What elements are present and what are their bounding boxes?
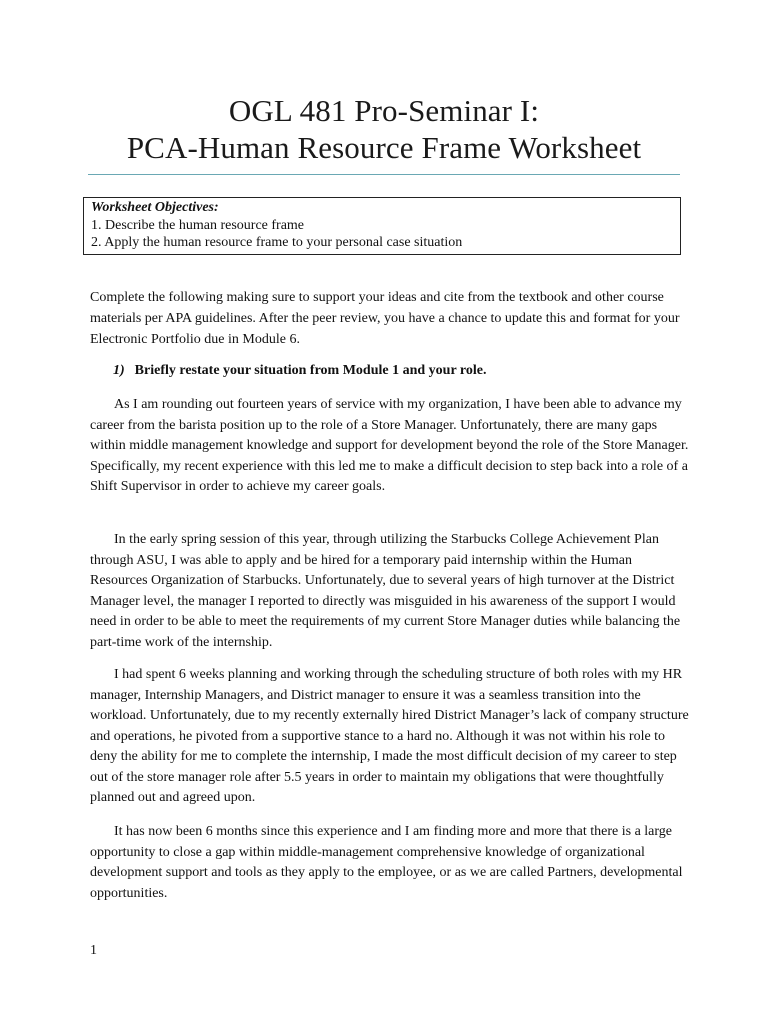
document-title bbox=[0, 92, 768, 166]
objectives-box bbox=[83, 197, 681, 255]
body-paragraph: It has now been 6 months since this experience and I am finding more and more that there is a large opportunity to close a gap within middle-management comprehensive knowledge of organizational development support and tools as they apply to the employee, or as we are called Partners, developmental opportunities. bbox=[90, 824, 683, 901]
question-text: Briefly restate your situation from Module 1 and your role. bbox=[134, 363, 487, 378]
question-number: 1) bbox=[113, 363, 125, 378]
body-paragraph: In the early spring session of this year, through utilizing the Starbucks College Achievement Plan through ASU, I was able to apply and be hired for a temporary paid internship within the Human Resources Organization of Starbucks. Unfortunately, due to several years of high turnover at the District Manager level, the manager I reported to directly was misguided in his awareness of the support I would need in order to be able to meet the requirements of my current Store Manager duties while balancing the part-time work of the internship. bbox=[90, 532, 681, 650]
body-paragraph: I had spent 6 weeks planning and working through the scheduling structure of both roles with my HR manager, Internship Managers, and District manager to ensure it was a seamless transition into the workload. Unfortunately, due to my recently externally hired District Manager’s lack of company structure and operations, he pivoted from a supportive stance to a hard no. Although it was not within his role to deny the ability for me to complete the internship, I made the most difficult decision of my career to step out of the store manager role after 5.5 years in order to maintain my obligations that were thoughtfully planned out and agreed upon. bbox=[90, 667, 689, 805]
instructions-paragraph: Complete the following making sure to support your ideas and cite from the textbook and other course materials per APA guidelines. After the peer review, you have a chance to update this and format for your Electronic Portfolio due in Module 6. bbox=[90, 290, 680, 347]
objective-item: 1. Describe the human resource frame bbox=[91, 217, 305, 233]
title-line-1: OGL 481 Pro-Seminar I: bbox=[228, 93, 540, 128]
page-number: 1 bbox=[90, 943, 97, 958]
objective-item: 2. Apply the human resource frame to your personal case situation bbox=[91, 235, 463, 250]
title-line-2: PCA-Human Resource Frame Worksheet bbox=[126, 130, 642, 165]
question-1 bbox=[113, 361, 693, 381]
objectives-heading: Worksheet Objectives: bbox=[91, 200, 219, 215]
body-paragraph: As I am rounding out fourteen years of service with my organization, I have been able to advance my career from the barista position up to the role of a Store Manager. Unfortunately, there are many gaps within middle management knowledge and support for development beyond the role of the Store Manager. Specifically, my recent experience with this led me to make a difficult decision to step back into a role of a Shift Supervisor in order to achieve my career goals. bbox=[90, 397, 689, 494]
title-divider bbox=[88, 174, 680, 175]
